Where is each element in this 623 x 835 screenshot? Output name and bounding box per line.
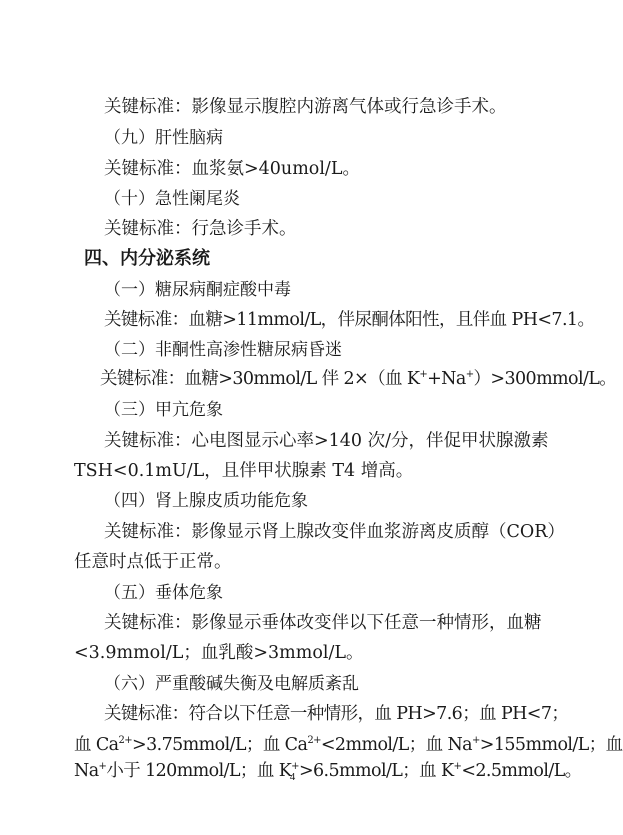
subsection-heading: （九）肝性脑病 [104,128,223,148]
body-line: 关键标准：心电图显示心率>140 次/分，伴促甲状腺激素 [104,431,549,451]
section-heading: 四、内分泌系统 [84,248,210,269]
subsection-heading: （五）垂体危象 [104,583,223,603]
text-run: 小于 120mmol/L；血 K [106,761,292,781]
text-run: <2mmol/L；血 Na [320,735,473,755]
subsection-heading: （六）严重酸碱失衡及电解质紊乱 [104,674,359,694]
body-line [74,734,623,759]
superscript: + [98,761,107,772]
text-run: +Na [427,369,466,389]
superscript: 2+ [118,735,133,746]
body-line: 关键标准：影像显示腹腔内游离气体或行急诊手术。 [104,97,507,117]
text-run: 关键标准：血糖>30mmol/L 伴 2×（血 K [100,369,420,389]
body-line: 关键标准：符合以下任意一种情形，血 PH>7.6；血 PH<7； [104,704,569,724]
body-line: 任意时点低于正常。 [74,552,232,572]
subsection-heading: （一）糖尿病酮症酸中毒 [104,280,291,300]
text-run: Na [74,761,99,781]
body-line: 关键标准：行急诊手术。 [104,219,297,239]
subsection-heading: （三）甲亢危象 [104,400,223,420]
superscript: + [472,735,480,746]
subsection-heading: （二）非酮性高渗性糖尿病昏迷 [104,340,342,360]
superscript: 2+ [307,735,321,746]
body-line: TSH<0.1mU/L，且伴甲状腺素 T4 增高。 [74,461,414,481]
body-line: 关键标准：影像显示肾上腺改变伴血浆游离皮质醇（COR） [104,522,565,542]
superscript: + [291,761,299,772]
body-line: 关键标准：血浆氨>40umol/L。 [104,159,360,179]
text-run: ）>300mmol/L。 [473,369,617,389]
body-line: 关键标准：血糖>11mmol/L，伴尿酮体阳性，且伴血 PH<7.1。 [104,310,595,330]
superscript: + [453,761,462,772]
page-number: 4 [289,771,296,783]
text-run: >155mmol/L；血 [479,735,623,755]
body-line [100,368,616,393]
subsection-heading: （十）急性阑尾炎 [104,189,240,209]
superscript: + [419,369,428,380]
body-line: 关键标准：影像显示垂体改变伴以下任意一种情形，血糖 [104,613,542,633]
subsection-heading: （四）肾上腺皮质功能危象 [104,491,308,511]
superscript: + [465,369,474,380]
text-run: 血 Ca [74,735,119,755]
body-line: <3.9mmol/L；血乳酸>3mmol/L。 [74,643,364,663]
text-run: >6.5mmol/L；血 K [298,761,454,781]
text-run: <2.5mmol/L。 [461,761,582,781]
text-run: >3.75mmol/L；血 Ca [132,735,308,755]
